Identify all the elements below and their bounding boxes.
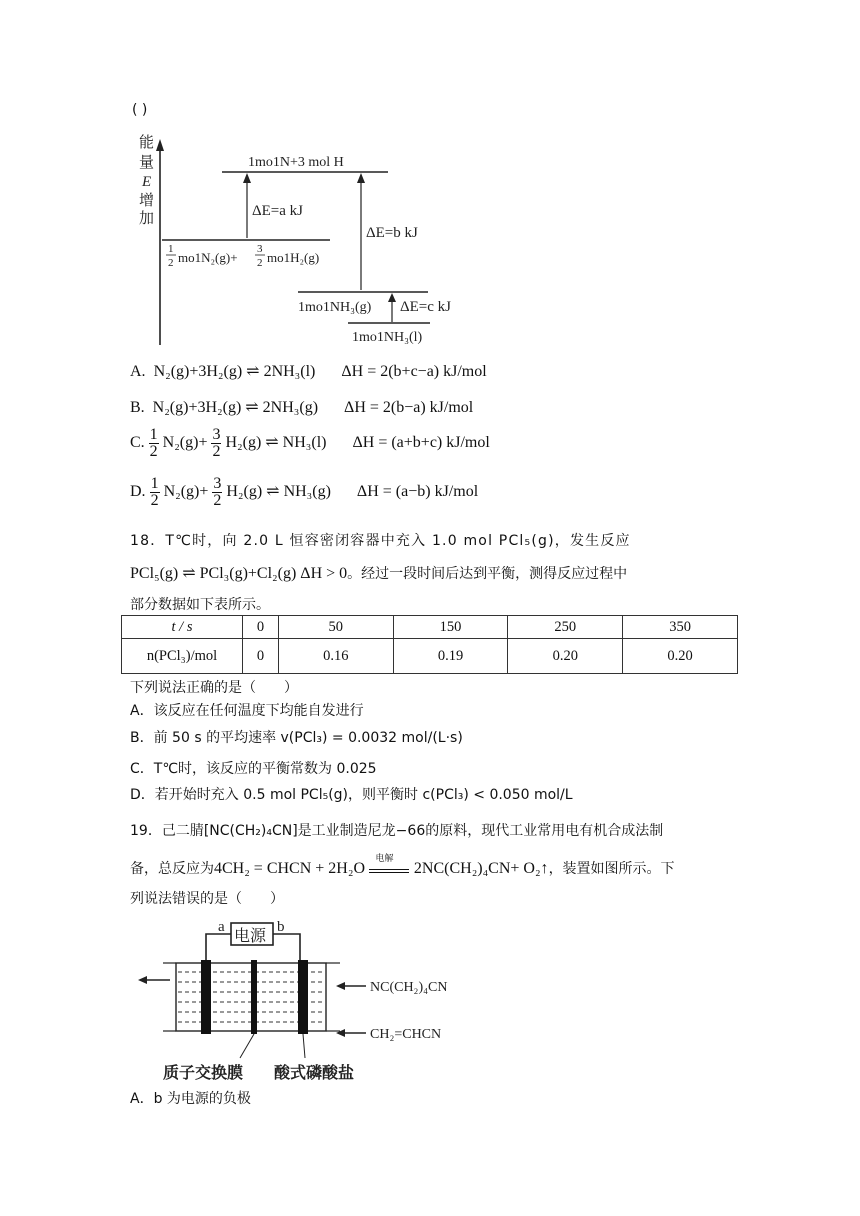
fraction-half: $\frac{1}{2}$ [150, 475, 159, 509]
energy-level-diagram [130, 125, 480, 350]
q17-option-d[interactable] [130, 476, 478, 509]
option-dh: ΔH = 2(b+c−a) kJ/mol [341, 363, 487, 380]
q18-line1: 18．T℃时，向 2.0 L 恒容密闭容器中充入 1.0 mol PCl₅(g)，发生反应 [130, 533, 631, 549]
table-cell: 150 [393, 616, 508, 639]
q19-line2 [130, 854, 675, 878]
table-header: n(PCl₃)/mol [122, 639, 243, 674]
option-equation: N₂(g)+3H₂(g) ⇌ 2NH₃(l) [153, 363, 316, 380]
axis-label-char-4: 加 [139, 211, 155, 227]
electrode-left [201, 960, 211, 1034]
q18-line2 [130, 563, 627, 583]
q18-line3: 部分数据如下表所示。 [130, 597, 270, 613]
axis-label-char-3: 增 [139, 193, 155, 209]
energy-axis-arrow [156, 139, 164, 151]
option-dh: ΔH = (a+b+c) kJ/mol [352, 434, 490, 452]
table-cell: 0 [243, 639, 279, 674]
q18-data-table [121, 615, 738, 674]
q19-eq-left: 4CH₂ = CHCN + 2H₂O [214, 860, 365, 877]
condition-label: 电解 [375, 854, 394, 864]
q19-line3: 列说法错误的是（ ） [130, 891, 284, 907]
axis-label-char-1: 量 [139, 155, 155, 171]
mid-part1: mo1N₂(g)+ [178, 250, 238, 265]
option-letter: D. [130, 483, 146, 501]
table-cell: 0.20 [508, 639, 623, 674]
electrolysis-cell-diagram [130, 910, 480, 1085]
table-cell: 50 [278, 616, 393, 639]
terminal-a: a [218, 919, 225, 935]
table-header: t / s [122, 616, 243, 639]
q19-line2-post: ，装置如图所示。下 [548, 861, 675, 877]
option-equation-post: H₂(g) ⇌ NH₃(l) [225, 434, 327, 452]
option-letter: B. [130, 399, 145, 416]
mid-frac1-num: 1 [168, 243, 174, 255]
delta-a-label: ΔE=a kJ [252, 203, 304, 219]
q18-option-d[interactable]: D．若开始时充入 0.5 mol PCl₅(g)，则平衡时 c(PCl₃) < 0.050 mol/L [130, 787, 573, 803]
mid-frac2-num: 3 [257, 243, 263, 255]
q18-prompt: 下列说法正确的是（ ） [130, 680, 298, 696]
table-cell: 250 [508, 616, 623, 639]
product-label: NC(CH₂)₄CN [370, 980, 448, 995]
table-row [122, 639, 738, 674]
feed-label: CH₂=CHCN [370, 1027, 442, 1042]
q18-option-b[interactable]: B．前 50 s 的平均速率 v(PCl₃) = 0.0032 mol/(L·s) [130, 730, 463, 746]
level-nh3g-label: 1mo1NH₃(g) [298, 300, 372, 315]
membrane [251, 960, 257, 1034]
mid-frac1-den: 2 [168, 257, 174, 269]
q19-option-a[interactable]: A．b 为电源的负极 [130, 1091, 251, 1107]
option-equation: N₂(g)+3H₂(g) ⇌ 2NH₃(g) [152, 399, 319, 416]
table-cell: 0.20 [623, 639, 738, 674]
q17-option-b[interactable] [130, 397, 473, 417]
option-dh: ΔH = 2(b−a) kJ/mol [344, 399, 474, 416]
q18-line2-text: 。经过一段时间后达到平衡，测得反应过程中 [347, 566, 628, 582]
fraction-three-halves: $\frac{3}{2}$ [212, 426, 221, 460]
table-cell: 0.16 [278, 639, 393, 674]
option-equation-post: H₂(g) ⇌ NH₃(g) [226, 483, 331, 501]
table-cell: 350 [623, 616, 738, 639]
q19-line2-pre: 备，总反应为 [130, 861, 214, 877]
salt-label: 酸式磷酸盐 [274, 1065, 355, 1082]
table-cell: 0.19 [393, 639, 508, 674]
option-letter: C. [130, 434, 145, 452]
option-equation-pre: N₂(g)+ [162, 434, 208, 452]
table-row [122, 616, 738, 639]
level-top-label: 1mo1N+3 mol H [248, 155, 344, 170]
delta-b-label: ΔE=b kJ [366, 225, 418, 241]
electrolysis-arrow [369, 854, 409, 873]
fraction-half: $\frac{1}{2}$ [149, 426, 158, 460]
fraction-three-halves: $\frac{3}{2}$ [213, 475, 222, 509]
membrane-label: 质子交换膜 [163, 1065, 244, 1082]
table-cell: 0 [243, 616, 279, 639]
q17-option-a[interactable] [130, 361, 487, 381]
level-nh3l-label: 1mo1NH₃(l) [352, 330, 423, 345]
power-label: 电源 [234, 928, 267, 945]
answer-paren: ( ) [132, 102, 148, 118]
electrode-right [298, 960, 308, 1034]
option-letter: A. [130, 363, 146, 380]
mid-frac2-den: 2 [257, 257, 263, 269]
q18-option-a[interactable]: A．该反应在任何温度下均能自发进行 [130, 703, 364, 719]
terminal-b: b [277, 919, 285, 935]
option-equation-pre: N₂(g)+ [163, 483, 209, 501]
q19-eq-right: 2NC(CH₂)₄CN+ O₂↑ [413, 860, 549, 877]
q19-line1: 19．己二腈[NC(CH₂)₄CN]是工业制造尼龙−66的原料，现代工业常用电有机合成法制 [130, 823, 664, 839]
option-dh: ΔH = (a−b) kJ/mol [356, 483, 479, 501]
axis-label-char-0: 能 [139, 135, 155, 151]
delta-c-label: ΔE=c kJ [400, 299, 452, 315]
mid-part2: mo1H₂(g) [267, 250, 320, 265]
q18-equation: PCl₅(g) ⇌ PCl₃(g)+Cl₂(g) ΔH > 0 [130, 565, 348, 582]
q17-option-c[interactable] [130, 427, 490, 460]
axis-label-char-2: E [142, 174, 152, 190]
q18-option-c[interactable]: C．T℃时，该反应的平衡常数为 0.025 [130, 761, 377, 777]
